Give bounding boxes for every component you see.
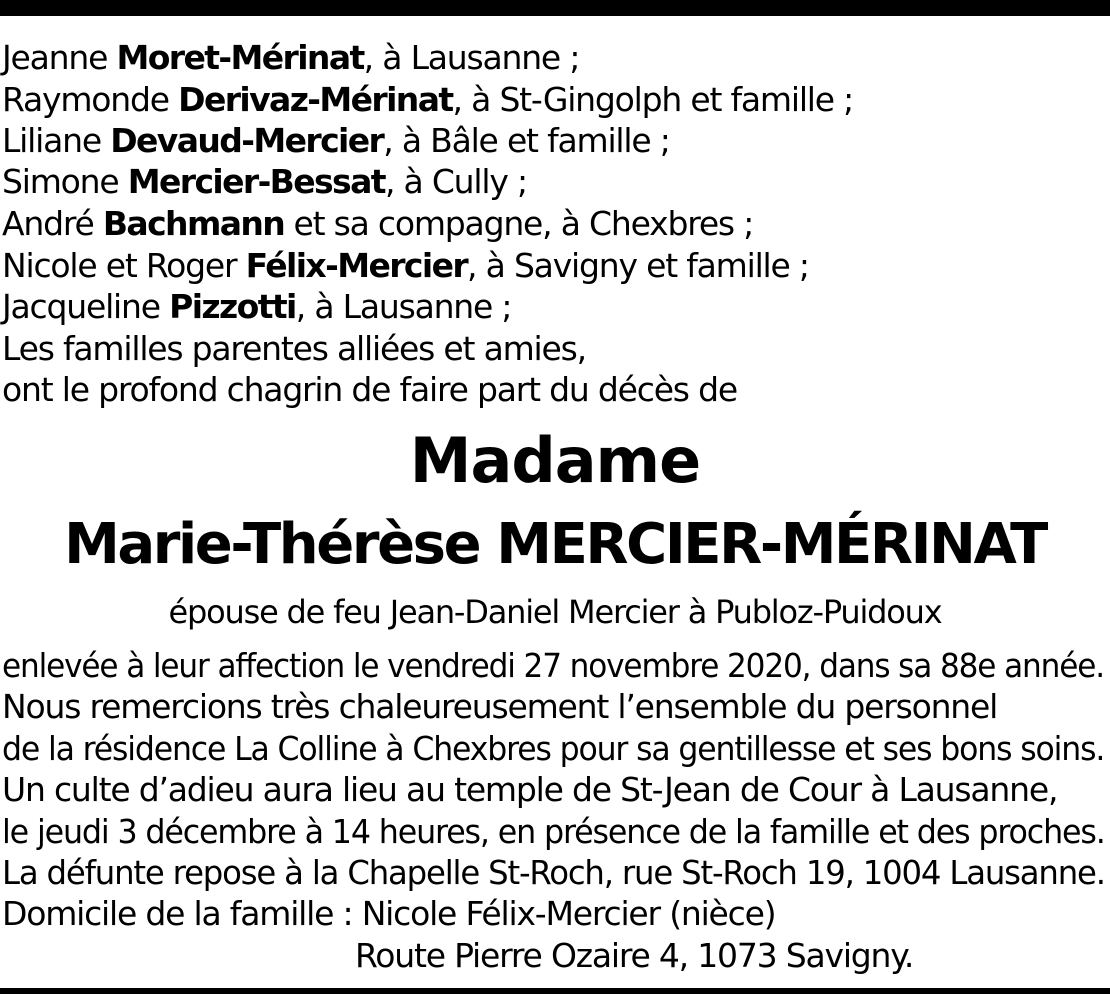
address-line: Route Pierre Ozaire 4, 1073 Savigny. xyxy=(355,936,914,975)
location: , à Lausanne ; xyxy=(363,38,580,77)
first-name: Simone xyxy=(2,162,128,201)
body-line: Un culte d’adieu aura lieu au temple de St-Jean de Cour à Lausanne, xyxy=(2,770,1058,809)
first-name: Jeanne xyxy=(2,38,117,77)
surname: Mercier-Bessat xyxy=(127,162,385,201)
intro-line: ont le profond chagrin de faire part du décès de xyxy=(2,370,737,409)
deceased-name: Marie-Thérèse MERCIER-MÉRINAT xyxy=(64,512,1046,577)
bottom-border xyxy=(0,988,1110,994)
location: et sa compagne, à Chexbres ; xyxy=(284,204,754,243)
family-line xyxy=(2,161,527,202)
surname: Félix-Mercier xyxy=(245,246,468,285)
first-name: Nicole et Roger xyxy=(2,246,246,285)
top-border xyxy=(0,0,1110,16)
body-line: le jeudi 3 décembre à 14 heures, en présence de la famille et des proches. xyxy=(2,812,1105,851)
location: , à Lausanne ; xyxy=(295,287,512,326)
honorific-title: Madame xyxy=(409,424,701,497)
family-line xyxy=(2,37,579,78)
family-line xyxy=(2,79,853,120)
body-line: La défunte repose à la Chapelle St-Roch, rue St-Roch 19, 1004 Lausanne. xyxy=(2,853,1105,892)
surname: Pizzotti xyxy=(169,287,296,326)
first-name: André xyxy=(2,204,103,243)
body-line: Nous remercions très chaleureusement l’ensemble du personnel xyxy=(2,687,998,726)
location: , à Cully ; xyxy=(384,162,527,201)
location: , à Savigny et famille ; xyxy=(467,246,809,285)
family-line xyxy=(2,245,809,286)
body-line: de la résidence La Colline à Chexbres pour sa gentillesse et ses bons soins. xyxy=(2,729,1105,768)
location: , à St-Gingolph et famille ; xyxy=(452,80,854,119)
first-name: Liliane xyxy=(2,121,111,160)
first-name: Jacqueline xyxy=(2,287,170,326)
surname: Derivaz-Mérinat xyxy=(178,80,453,119)
family-line xyxy=(2,286,511,327)
first-name: Raymonde xyxy=(2,80,179,119)
surname: Devaud-Mercier xyxy=(110,121,384,160)
intro-line: Les familles parentes alliées et amies, xyxy=(2,329,586,368)
body-line: enlevée à leur affection le vendredi 27 novembre 2020, dans sa 88e année. xyxy=(2,646,1104,685)
deceased-subtitle: épouse de feu Jean-Daniel Mercier à Publoz-Puidoux xyxy=(168,593,942,631)
surname: Bachmann xyxy=(102,204,285,243)
family-line xyxy=(2,120,670,161)
surname: Moret-Mérinat xyxy=(116,38,364,77)
family-line xyxy=(2,203,753,244)
body-line: Domicile de la famille : Nicole Félix-Mercier (nièce) xyxy=(2,894,776,933)
location: , à Bâle et famille ; xyxy=(383,121,670,160)
